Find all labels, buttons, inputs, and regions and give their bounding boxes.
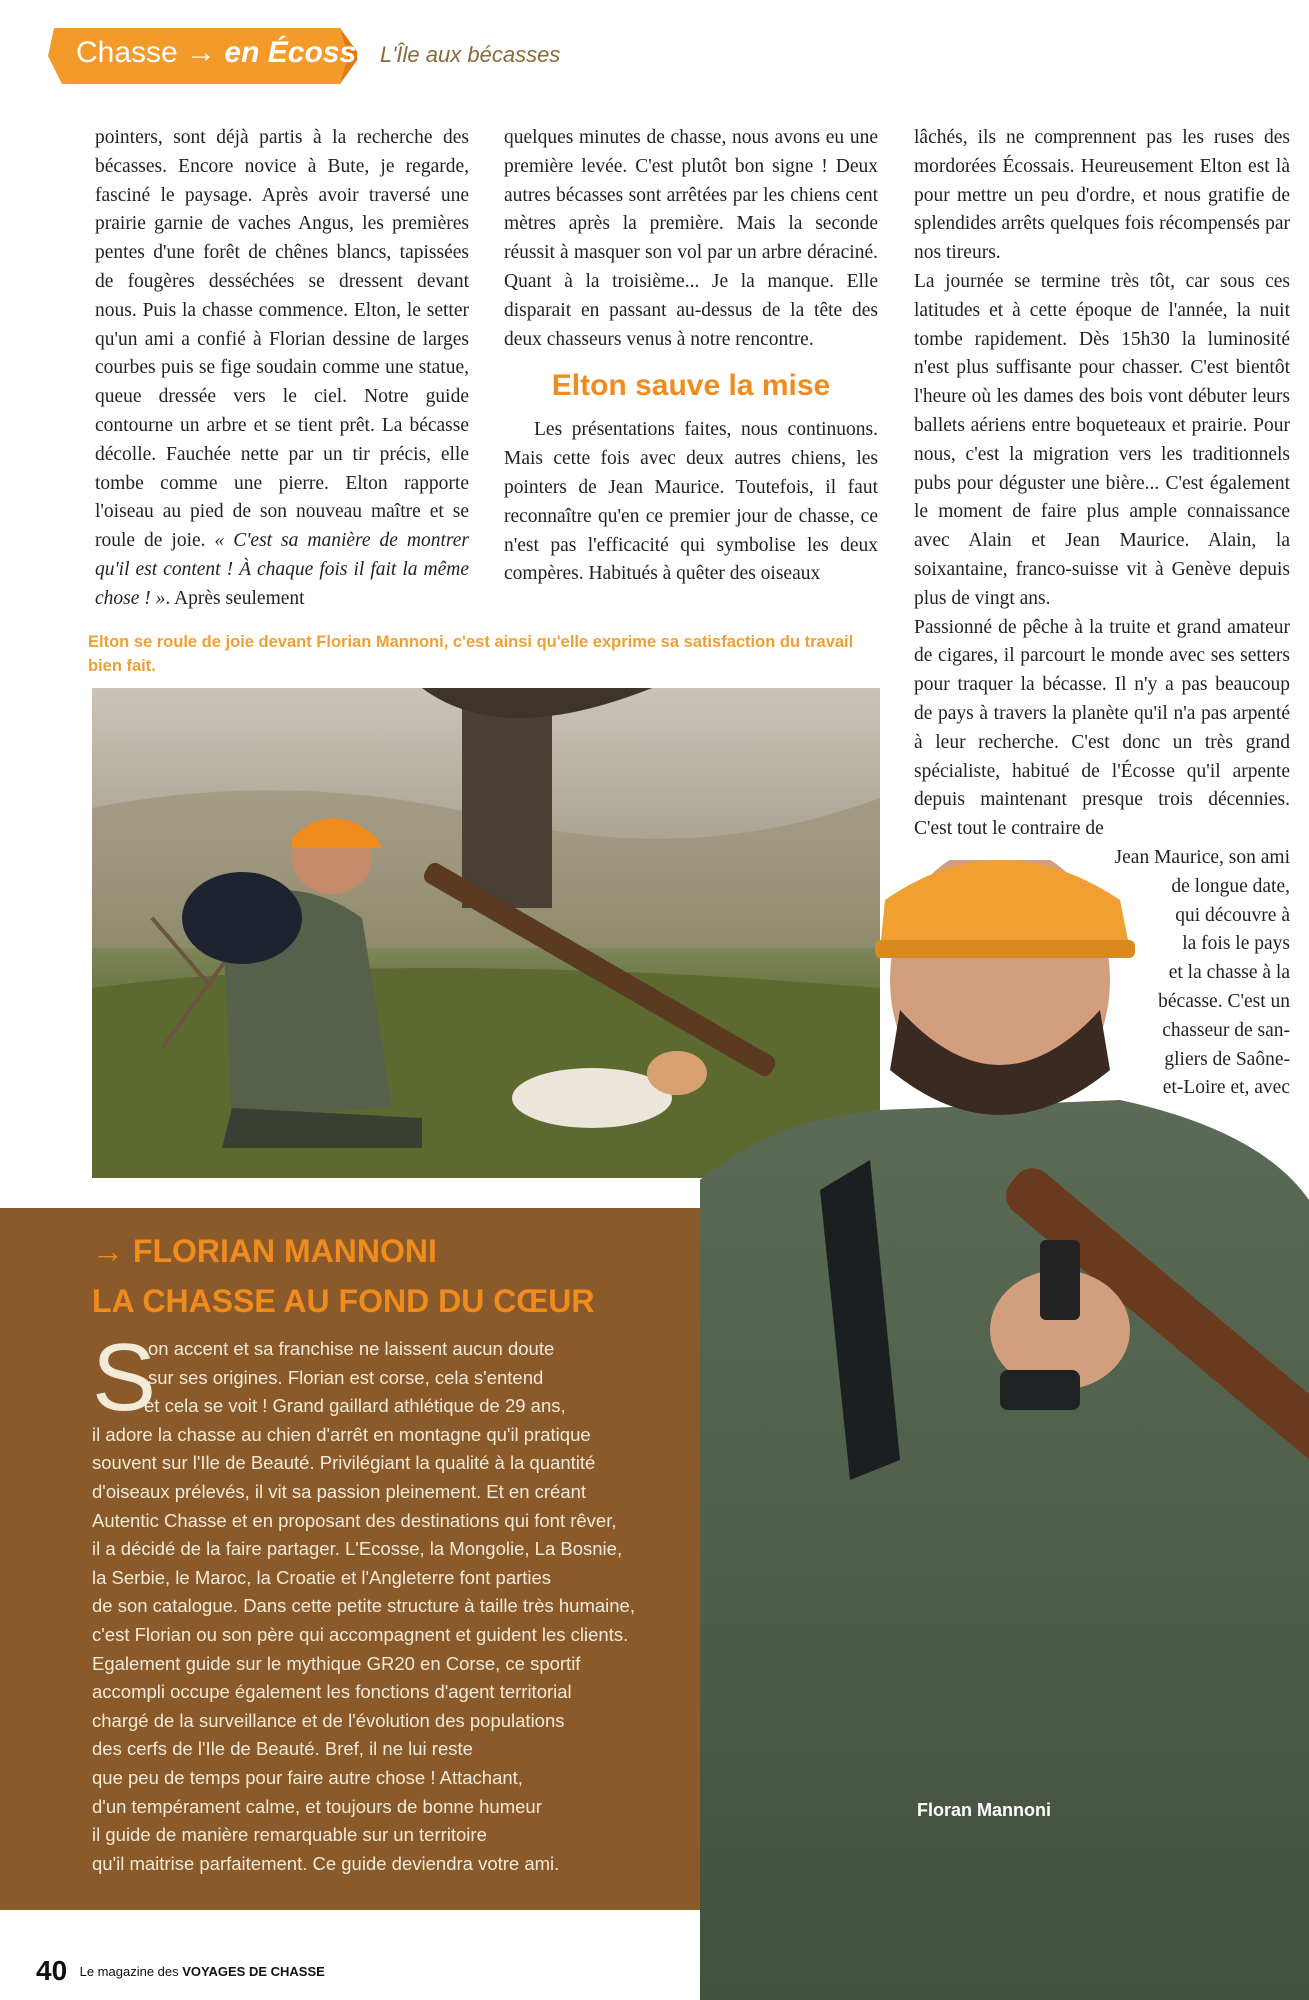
- page-footer: [36, 1955, 325, 1987]
- wrap-line: Jean Maurice, son ami: [1114, 847, 1290, 868]
- col1-paragraph: pointers, sont déjà partis à la recherche des bécasses. Encore novice à Bute, je regarde, fasciné le paysage. Après avoir traversé une prairie garnie de vaches Angus, les premières pentes d'une forêt de chênes blancs, tapissées de fougères desséchées se dressent devant nous. Puis la chasse commence. Elton, le setter qu'un ami a confié à Florian dessine de larges courbes puis se fige soudain comme une statue, queue dressée vers le ciel. Notre guide contourne un arbre et se tient prêt. La bécasse décolle. Fauchée nette par un tir précis, elle tombe comme une pierre. Elton rapporte l'oiseau au pied de son nouveau maître et se roule de joie. « C'est sa manière de montrer qu'il est content ! À chaque fois il fait la même chose ! ». Après seulement: [95, 127, 469, 609]
- sidebar-title: [92, 1226, 595, 1326]
- sidebar-line: Egalement guide sur le mythique GR20 en Corse, ce sportif: [92, 1652, 581, 1674]
- wrap-line: qui découvre à: [1175, 904, 1290, 926]
- sidebar-line: chargé de la surveillance et de l'évolution des populations: [92, 1709, 565, 1731]
- page-number: 40: [36, 1955, 68, 1986]
- sidebar-line: il a décidé de la faire partager. L'Ecosse, la Mongolie, La Bosnie,: [92, 1538, 623, 1560]
- article-column-2: [504, 124, 878, 589]
- section-name: Chasse →: [76, 36, 217, 69]
- portrait-photo: [700, 860, 1309, 2000]
- magazine-name: Le magazine des VOYAGES DE CHASSE: [79, 1963, 325, 1979]
- article-subtitle: L'Île aux bécasses: [380, 42, 561, 67]
- section-label: [76, 36, 373, 70]
- wrap-line: et la chasse à la: [1168, 962, 1290, 984]
- col3-paragraph-3: Passionné de pêche à la truite et grand amateur de cigares, il parcourt le monde avec ses setters pour traquer la bécasse. Il n'y a pas beaucoup de pays à travers la planète qu'il n'a pas arpenté à leur recherche. C'est donc un très grand spécialiste, habitué de l'Écosse qu'il arpente depuis maintenant presque trois décennies. C'est tout le contraire de: [914, 616, 1290, 840]
- col3-paragraph-1: lâchés, ils ne comprennent pas les ruses des mordorées Écossais. Heureusement Elton est là pour mettre un peu d'ordre, et nous gratifie de splendides arrêts quelques fois récompensés par nos tireurs.: [914, 127, 1290, 264]
- sidebar-line: il guide de manière remarquable sur un territoire: [92, 1824, 487, 1846]
- sidebar-line: que peu de temps pour faire autre chose ! Attachant,: [92, 1766, 523, 1788]
- article-column-3: [914, 124, 1290, 844]
- sidebar-line: et cela se voit ! Grand gaillard athlétique de 29 ans,: [144, 1395, 566, 1417]
- quote: « C'est sa manière de montrer qu'il est content ! À chaque fois il fait la même chose ! »: [95, 530, 469, 609]
- col3-paragraph-2: La journée se termine très tôt, car sous ces latitudes et à cette époque de l'année, la nuit tombe rapidement. Dès 15h30 la luminosité n'est plus suffisante pour chasser. C'est bientôt l'heure où les dames des bois vont débuter leurs ballets aériens entre boqueteaux et prairie. Pour nous, c'est la migration vers les traditionnels pubs pour déguster une bière... C'est également le moment de faire plus ample connaissance avec Alain et Jean Maurice. Alain, la soixantaine, franco-suisse vit à Genève depuis plus de vingt ans.: [914, 270, 1290, 609]
- wrap-line: de longue date,: [1171, 875, 1290, 897]
- col2-paragraph-1: quelques minutes de chasse, nous avons eu une première levée. C'est plutôt bon signe ! Deux autres bécasses sont arrêtées par les chiens cent mètres après la première. Mais la seconde réussit à masquer son vol par un arbre déraciné. Quant à la troisième... Je la manque. Elle disparait en passant au-dessus de la tête des deux chasseurs venus à notre rencontre.: [504, 127, 878, 350]
- sidebar-line: accompli occupe également les fonctions d'agent territorial: [92, 1681, 572, 1703]
- sidebar-line: la Serbie, le Maroc, la Croatie et l'Angleterre font parties: [92, 1566, 552, 1588]
- wrap-line: gliers de Saône-: [1164, 1048, 1290, 1070]
- portrait-caption: Floran Mannoni: [917, 1800, 1051, 1820]
- col2-paragraph-2: Les présentations faites, nous continuons. Mais cette fois avec deux autres chiens, les pointers de Jean Maurice. Toutefois, il faut reconnaître qu'en ce premier jour de chasse, ce n'est pas l'efficacité qui symbolise les deux compères. Habitués à quêter des oiseaux: [504, 419, 878, 585]
- section-country: en Écosse: [224, 36, 373, 69]
- wrap-line: chasseur de san-: [1162, 1019, 1290, 1041]
- wrap-line: et-Loire et, avec: [1162, 1077, 1290, 1099]
- sidebar-line: souvent sur l'Ile de Beauté. Privilégiant la qualité à la quantité: [92, 1452, 596, 1474]
- sidebar-line: d'oiseaux prélevés, il vit sa passion pleinement. Et en créant: [92, 1480, 587, 1502]
- dropcap-letter: S: [92, 1324, 157, 1431]
- wrap-line: la fois le pays: [1182, 933, 1290, 955]
- sidebar-line: sur ses origines. Florian est corse, cela s'entend: [148, 1366, 544, 1388]
- sidebar-line: on accent et sa franchise ne laissent aucun doute: [148, 1338, 555, 1359]
- section-subhead: Elton sauve la mise: [551, 369, 831, 403]
- sidebar-line: des cerfs de l'Ile de Beauté. Bref, il ne lui reste: [92, 1738, 473, 1760]
- sidebar-line: c'est Florian ou son père qui accompagnent et guident les clients.: [92, 1623, 629, 1645]
- sidebar-line: de son catalogue. Dans cette petite structure à taille très humaine,: [92, 1595, 635, 1617]
- sidebar-body: [92, 1335, 652, 1878]
- sidebar-line: Autentic Chasse et en proposant des destinations qui font rêver,: [92, 1509, 617, 1531]
- sidebar-line: d'un tempérament calme, et toujours de bonne humeur: [92, 1795, 542, 1817]
- sidebar-title-line-1: → FLORIAN MANNONI: [92, 1233, 437, 1269]
- sidebar-title-line-2: LA CHASSE AU FOND DU CŒUR: [92, 1283, 595, 1319]
- wrap-line: bécasse. C'est un: [1158, 990, 1290, 1012]
- section-tab: [48, 28, 373, 84]
- sidebar-line: il adore la chasse au chien d'arrêt en montagne qu'il pratique: [92, 1423, 591, 1445]
- photo-caption: Elton se roule de joie devant Florian Mannoni, c'est ainsi qu'elle exprime sa satisfaction du travail bien fait.: [88, 633, 854, 675]
- article-column-1: [95, 124, 469, 614]
- sidebar-line: qu'il maitrise parfaitement. Ce guide deviendra votre ami.: [92, 1852, 560, 1874]
